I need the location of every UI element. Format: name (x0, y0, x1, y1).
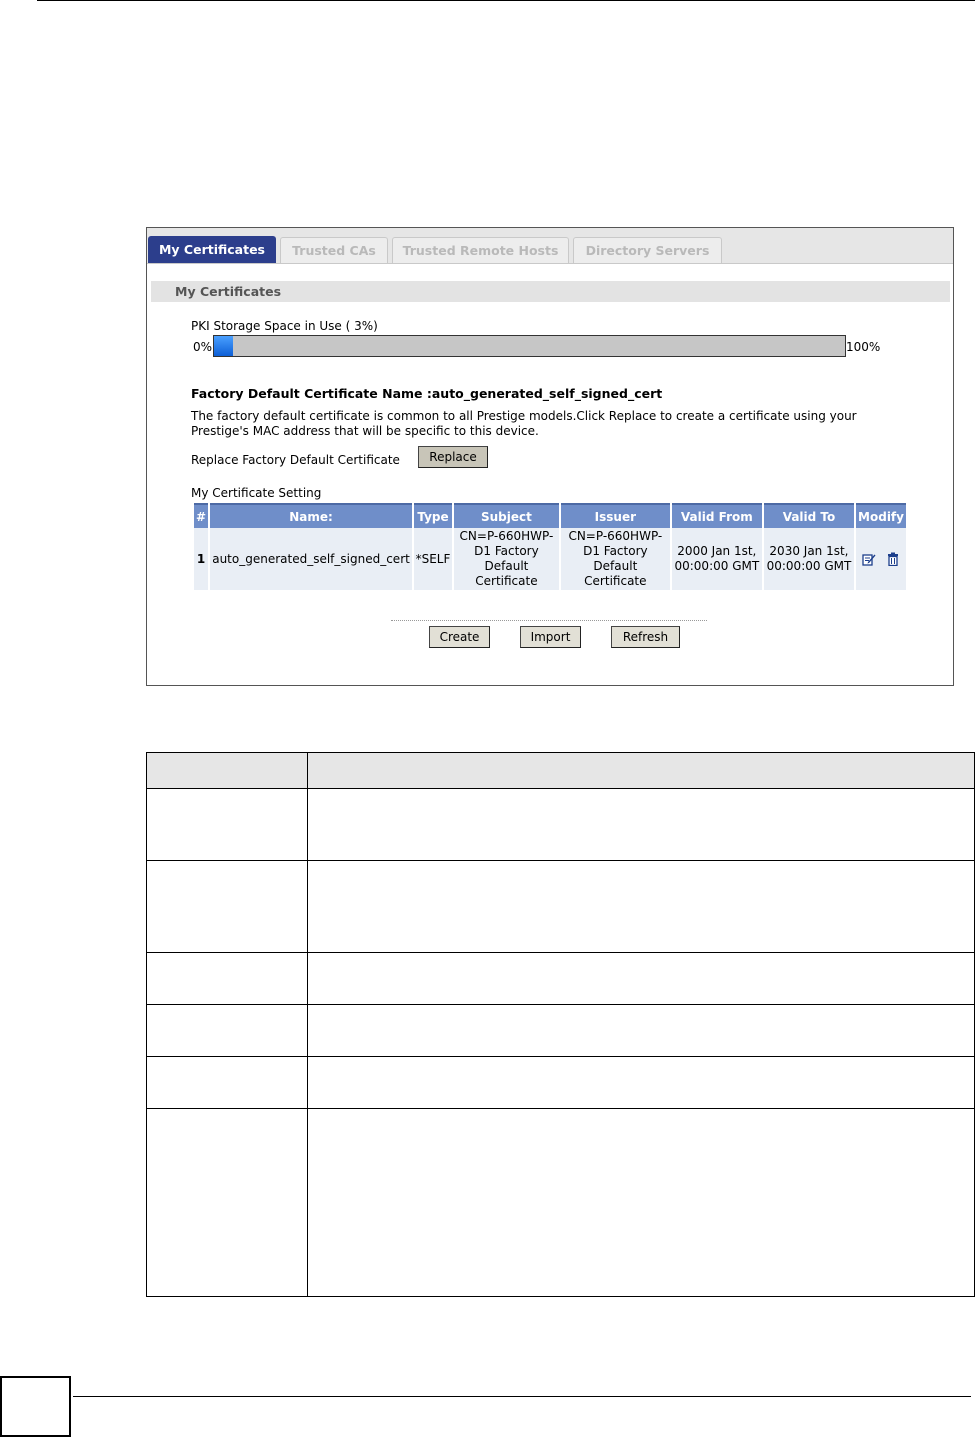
cell-issuer (561, 528, 670, 590)
storage-label: PKI Storage Space in Use ( 3%) (191, 319, 378, 333)
section-title: My Certificates (151, 281, 950, 302)
factory-desc-line1: The factory default certificate is common to all Prestige models.Click Replace to create a certificate using your (191, 409, 857, 423)
description-row (147, 1005, 975, 1057)
valid-to-line: 2030 Jan 1st, (769, 544, 849, 558)
label-cell (147, 789, 308, 861)
issuer-line: Certificate (584, 574, 647, 588)
issuer-line: Default (593, 559, 638, 573)
cell-number: 1 (194, 528, 208, 590)
issuer-line: CN=P-660HWP- (568, 529, 663, 543)
cell-valid-to (764, 528, 854, 590)
description-cell (308, 1057, 975, 1109)
description-cell (308, 861, 975, 953)
valid-from-line: 00:00:00 GMT (674, 559, 760, 573)
cell-name: auto_generated_self_signed_cert (210, 528, 412, 590)
description-row (147, 1057, 975, 1109)
description-row (147, 1109, 975, 1297)
description-cell (308, 1005, 975, 1057)
description-row (147, 789, 975, 861)
valid-to-line: 00:00:00 GMT (766, 559, 852, 573)
col-type: Type (414, 503, 452, 528)
replace-button[interactable]: Replace (418, 446, 488, 468)
storage-progress-bar (213, 335, 846, 357)
page-number-box (0, 1376, 71, 1437)
tab-my-certificates[interactable]: My Certificates (148, 236, 276, 263)
subject-line: Certificate (475, 574, 538, 588)
setting-label: My Certificate Setting (191, 486, 322, 500)
page-top-rule (37, 0, 975, 1)
col-valid-from: Valid From (672, 503, 762, 528)
label-cell (147, 1005, 308, 1057)
factory-desc-line2: Prestige's MAC address that will be specific to this device. (191, 424, 539, 438)
valid-from-line: 2000 Jan 1st, (677, 544, 757, 558)
description-header-row (147, 753, 975, 789)
label-cell (147, 861, 308, 953)
tab-trusted-cas[interactable]: Trusted CAs (280, 237, 388, 263)
refresh-button[interactable]: Refresh (611, 626, 680, 648)
col-number: # (194, 503, 208, 528)
label-cell (147, 1109, 308, 1297)
certificates-screen (146, 227, 954, 686)
col-subject: Subject (454, 503, 559, 528)
delete-icon[interactable] (886, 552, 900, 566)
label-cell (147, 1057, 308, 1109)
description-cell (308, 1109, 975, 1297)
tab-bar (147, 228, 953, 264)
description-table (146, 752, 975, 1297)
table-header-row (194, 503, 906, 528)
description-row (147, 953, 975, 1005)
col-issuer: Issuer (561, 503, 670, 528)
import-button[interactable]: Import (520, 626, 581, 648)
create-button[interactable]: Create (429, 626, 490, 648)
subject-line: CN=P-660HWP- (459, 529, 554, 543)
table-row (194, 528, 906, 590)
description-header-cell (308, 753, 975, 789)
tab-trusted-remote-hosts[interactable]: Trusted Remote Hosts (392, 237, 569, 263)
factory-cert-heading: Factory Default Certificate Name :auto_generated_self_signed_cert (191, 386, 663, 401)
page-bottom-rule (73, 1396, 971, 1397)
storage-min-label: 0% (193, 340, 213, 354)
description-cell (308, 953, 975, 1005)
tab-directory-servers[interactable]: Directory Servers (573, 237, 722, 263)
cell-modify (856, 528, 906, 590)
description-cell (308, 789, 975, 861)
col-name: Name: (210, 503, 412, 528)
description-row (147, 861, 975, 953)
label-header-cell (147, 753, 308, 789)
col-modify: Modify (856, 503, 906, 528)
label-cell (147, 953, 308, 1005)
replace-label: Replace Factory Default Certificate (191, 453, 400, 467)
edit-icon[interactable] (862, 552, 876, 566)
issuer-line: D1 Factory (583, 544, 648, 558)
cell-valid-from (672, 528, 762, 590)
storage-max-label: 100% (846, 340, 881, 354)
storage-progress-fill (214, 336, 233, 356)
cell-subject (454, 528, 559, 590)
subject-line: D1 Factory (474, 544, 539, 558)
col-valid-to: Valid To (764, 503, 854, 528)
button-separator (391, 620, 707, 621)
certificate-table (192, 503, 908, 590)
cell-type: *SELF (414, 528, 452, 590)
subject-line: Default (484, 559, 529, 573)
